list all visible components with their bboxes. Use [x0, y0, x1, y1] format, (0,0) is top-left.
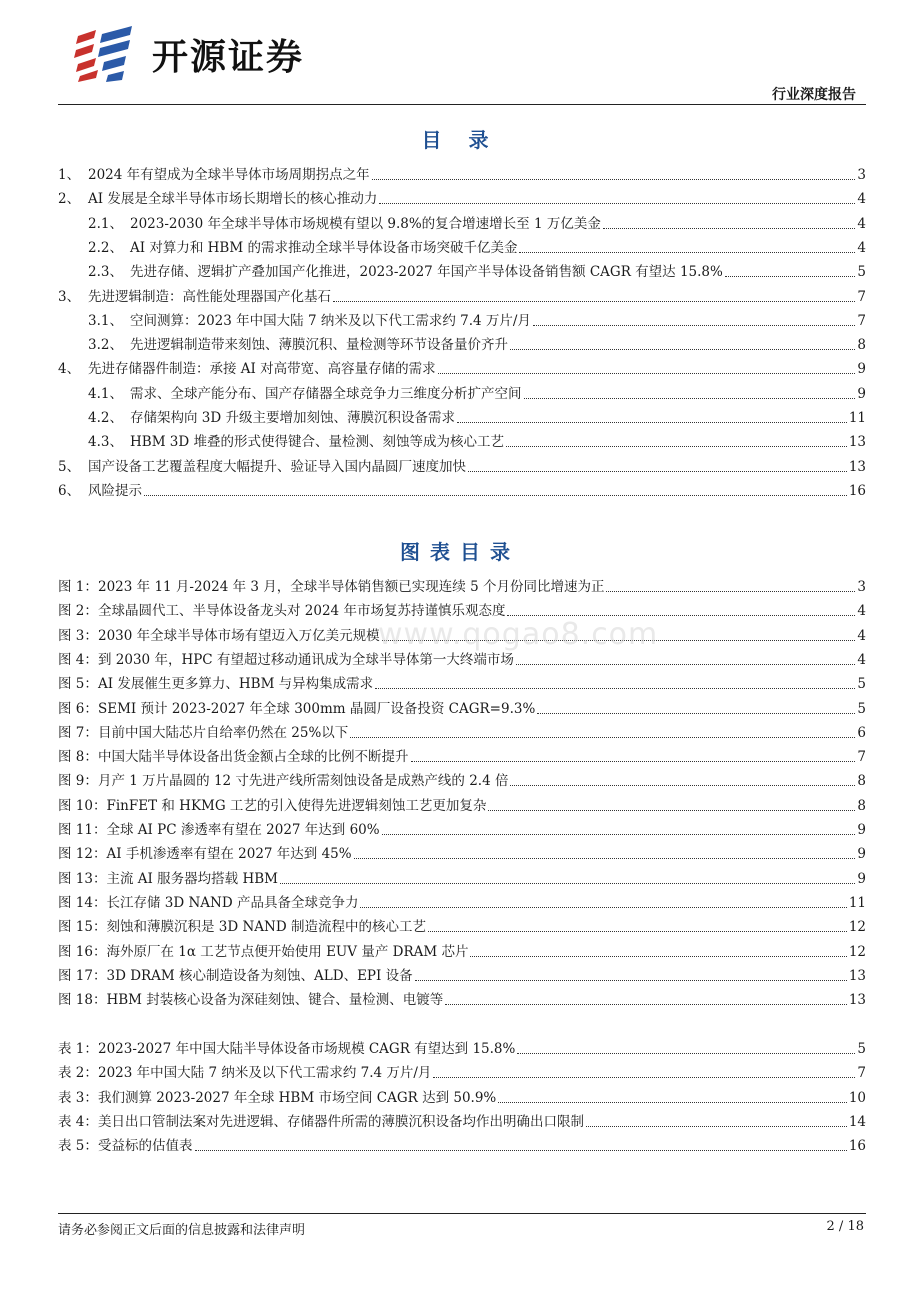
dot-leader [195, 1150, 847, 1151]
entry-title: 美日出口管制法案对先进逻辑、存储器件所需的薄膜沉积设备均作出明确出口限制 [98, 1113, 584, 1130]
dot-leader [144, 495, 847, 496]
entry-page-number: 6 [857, 724, 866, 741]
figure-entry[interactable] [58, 912, 866, 936]
entry-number: 3.2、 [88, 337, 123, 354]
entry-title: 2023 年中国大陆 7 纳米及以下代工需求约 7.4 万片/月 [98, 1065, 432, 1082]
figures-title: 图表目录 [400, 540, 520, 564]
entry-title: 国产设备工艺覆盖程度大幅提升、验证导入国内晶圆厂速度加快 [88, 458, 466, 475]
figure-entry[interactable] [58, 961, 866, 985]
entry-number: 表 3： [58, 1089, 98, 1106]
figure-entry[interactable] [58, 791, 866, 815]
entry-number: 图 10： [58, 797, 107, 814]
entry-page-number: 5 [857, 264, 866, 281]
entry-number: 图 5： [58, 676, 98, 693]
entry-number: 图 8： [58, 749, 98, 766]
page-header [0, 0, 920, 104]
entry-number: 1、 [58, 167, 81, 183]
dot-leader [411, 761, 856, 762]
dot-leader [510, 349, 855, 350]
entry-title: SEMI 预计 2023-2027 年全球 300mm 晶圆厂设备投资 CAGR=9.3% [98, 700, 536, 717]
entry-number: 4.1、 [88, 385, 123, 402]
figure-entry[interactable] [58, 766, 866, 790]
entry-page-number: 9 [857, 385, 866, 402]
figure-entry[interactable] [58, 888, 866, 912]
figure-entry[interactable] [58, 937, 866, 961]
toc-entry[interactable] [58, 452, 866, 476]
entry-title: 2024 年有望成为全球半导体市场周期拐点之年 [88, 167, 370, 183]
entry-page-number: 4 [857, 215, 866, 232]
dot-leader [519, 252, 855, 253]
entry-number: 表 1： [58, 1041, 98, 1057]
entry-page-number: 12 [848, 943, 866, 960]
entry-page-number: 3 [857, 579, 866, 595]
entry-number: 图 11： [58, 822, 107, 838]
toc-entry[interactable] [58, 379, 866, 403]
entry-title: 海外原厂在 1α 工艺节点便开始使用 EUV 量产 DRAM 芯片 [106, 943, 469, 960]
report-type-label: 行业深度报告 [772, 87, 856, 103]
dot-leader [524, 398, 856, 399]
entry-title: 主流 AI 服务器均搭载 HBM [106, 870, 278, 887]
entry-page-number: 13 [848, 967, 866, 984]
dot-leader [517, 1053, 855, 1054]
toc-entry[interactable] [58, 476, 866, 500]
dot-leader [360, 907, 846, 908]
entry-title: AI 对算力和 HBM 的需求推动全球半导体设备市场突破千亿美金 [130, 239, 518, 256]
dot-leader [382, 834, 856, 835]
entry-title: 全球 AI PC 渗透率有望在 2027 年达到 60% [106, 822, 380, 838]
toc-entry[interactable] [58, 184, 866, 208]
entry-page-number: 9 [857, 846, 866, 863]
entry-title: 到 2030 年，HPC 有望超过移动通讯成为全球半导体第一大终端市场 [98, 651, 514, 668]
entry-number: 表 5： [58, 1138, 98, 1155]
entry-page-number: 7 [857, 1065, 866, 1082]
table-entry[interactable] [58, 1034, 866, 1058]
entry-title: 2023-2030 年全球半导体市场规模有望以 9.8%的复合增速增长至 1 万亿美金 [130, 215, 601, 232]
entry-title: 先进存储器件制造：承接 AI 对高带宽、高容量存储的需求 [88, 361, 436, 378]
dot-leader [506, 446, 847, 447]
toc-entry[interactable] [58, 160, 866, 184]
figure-entry[interactable] [58, 839, 866, 863]
entry-page-number: 9 [857, 822, 866, 838]
entry-page-number: 9 [857, 870, 866, 887]
figure-entry[interactable] [58, 718, 866, 742]
figure-entry[interactable] [58, 669, 866, 693]
watermark: www.qogao8.com [378, 617, 659, 652]
figure-entry[interactable] [58, 572, 866, 596]
entry-title: 中国大陆半导体设备出货金额占全球的比例不断提升 [98, 749, 409, 766]
figure-entry[interactable] [58, 985, 866, 1009]
entry-title: AI 手机渗透率有望在 2027 年达到 45% [106, 846, 352, 863]
toc-title: 目 录 [421, 128, 499, 152]
dot-leader [498, 1102, 847, 1103]
figure-entry[interactable] [58, 864, 866, 888]
entry-title: AI 发展是全球半导体市场长期增长的核心推动力 [88, 191, 378, 208]
entry-title: 需求、全球产能分布、国产存储器全球竞争力三维度分析扩产空间 [130, 385, 522, 402]
toc-entry[interactable] [58, 306, 866, 330]
dot-leader [586, 1126, 847, 1127]
dot-leader [725, 276, 856, 277]
entry-page-number: 4 [857, 651, 866, 668]
entry-page-number: 5 [857, 700, 866, 717]
entry-title: AI 发展催生更多算力、HBM 与异构集成需求 [98, 676, 374, 693]
entry-page-number: 11 [848, 894, 866, 911]
entry-number: 图 13： [58, 870, 107, 887]
figure-entry[interactable] [58, 694, 866, 718]
entry-number: 2.1、 [88, 215, 123, 232]
dot-leader [457, 422, 847, 423]
entry-page-number: 13 [848, 458, 866, 475]
entry-page-number: 7 [857, 288, 866, 305]
dot-leader [603, 228, 856, 229]
entry-title: HBM 3D 堆叠的形式使得键合、量检测、刻蚀等成为核心工艺 [130, 434, 505, 451]
entry-number: 图 2： [58, 603, 98, 620]
entry-page-number: 11 [848, 410, 866, 426]
entry-page-number: 13 [848, 992, 866, 1009]
entry-number: 表 4： [58, 1113, 98, 1130]
entry-title: 目前中国大陆芯片自给率仍然在 25%以下 [98, 724, 349, 741]
logo-mark-icon [74, 26, 140, 82]
entry-number: 图 12： [58, 846, 107, 863]
entry-title: 先进逻辑制造带来刻蚀、薄膜沉积、量检测等环节设备量价齐升 [130, 337, 508, 354]
toc-entry[interactable] [58, 209, 866, 233]
entry-title: 存储架构向 3D 升级主要增加刻蚀、薄膜沉积设备需求 [130, 410, 455, 426]
entry-number: 图 17： [58, 967, 107, 984]
entry-title: 受益标的估值表 [98, 1138, 193, 1155]
entry-number: 图 7： [58, 724, 98, 741]
entry-page-number: 7 [857, 312, 866, 329]
entry-page-number: 5 [857, 676, 866, 693]
entry-number: 图 4： [58, 651, 98, 668]
toc-entry[interactable] [58, 354, 866, 378]
entry-page-number: 14 [848, 1113, 866, 1130]
entry-number: 3、 [58, 288, 81, 305]
entry-title: FinFET 和 HKMG 工艺的引入使得先进逻辑刻蚀工艺更加复杂 [106, 797, 487, 814]
entry-number: 4.3、 [88, 434, 123, 451]
dot-leader [533, 325, 855, 326]
dot-leader [379, 203, 855, 204]
footer-page-number: 2 / 18 [826, 1219, 864, 1234]
entry-title: 先进逻辑制造：高性能处理器国产化基石 [88, 288, 331, 305]
entry-title: 先进存储、逻辑扩产叠加国产化推进，2023-2027 年国产半导体设备销售额 CAGR 有望达 15.8% [130, 264, 723, 281]
table-entry[interactable] [58, 1083, 866, 1107]
table-entry[interactable] [58, 1131, 866, 1155]
dot-leader [415, 980, 847, 981]
header-divider [58, 104, 866, 105]
toc-entry[interactable] [58, 330, 866, 354]
entry-page-number: 9 [857, 361, 866, 378]
table-entry[interactable] [58, 1107, 866, 1131]
entry-number: 图 1： [58, 579, 98, 595]
entry-number: 图 16： [58, 943, 107, 960]
dot-leader [433, 1077, 855, 1078]
dot-leader [516, 664, 855, 665]
entry-page-number: 5 [857, 1041, 866, 1057]
dot-leader [354, 858, 856, 859]
company-logo [74, 26, 304, 82]
entry-page-number: 3 [857, 167, 866, 183]
toc-entry[interactable] [58, 233, 866, 257]
entry-number: 5、 [58, 458, 81, 475]
entry-number: 图 18： [58, 992, 107, 1009]
entry-page-number: 4 [857, 627, 866, 644]
entry-title: 长江存储 3D NAND 产品具备全球竞争力 [106, 894, 359, 911]
dot-leader [488, 810, 855, 811]
entry-number: 2.3、 [88, 264, 123, 281]
entry-number: 2、 [58, 191, 81, 208]
entry-page-number: 12 [848, 919, 866, 936]
entry-title: 3D DRAM 核心制造设备为刻蚀、ALD、EPI 设备 [106, 967, 413, 984]
dot-leader [428, 931, 847, 932]
entry-number: 表 2： [58, 1065, 98, 1082]
dot-leader [372, 179, 856, 180]
entry-title: 我们测算 2023-2027 年全球 HBM 市场空间 CAGR 达到 50.9% [98, 1089, 497, 1106]
table-entry[interactable] [58, 1058, 866, 1082]
entry-number: 6、 [58, 482, 81, 499]
entry-page-number: 16 [848, 482, 866, 499]
entry-page-number: 4 [857, 191, 866, 208]
entry-page-number: 13 [848, 434, 866, 451]
dot-leader [445, 1004, 847, 1005]
figure-entry[interactable] [58, 815, 866, 839]
dot-leader [350, 737, 855, 738]
footer-divider [58, 1213, 866, 1214]
entry-number: 图 3： [58, 627, 98, 644]
toc-entry[interactable] [58, 427, 866, 451]
entry-title: 月产 1 万片晶圆的 12 寸先进产线所需刻蚀设备是成熟产线的 2.4 倍 [98, 773, 509, 790]
dot-leader [280, 883, 855, 884]
entry-title: 2023-2027 年中国大陆半导体设备市场规模 CAGR 有望达到 15.8% [98, 1041, 516, 1057]
entry-page-number: 8 [857, 773, 866, 790]
dot-leader [537, 713, 855, 714]
entry-page-number: 7 [857, 749, 866, 766]
entry-page-number: 4 [857, 603, 866, 620]
entry-page-number: 8 [857, 337, 866, 354]
entry-number: 图 6： [58, 700, 98, 717]
entry-title: HBM 封装核心设备为深硅刻蚀、键合、量检测、电镀等 [106, 992, 444, 1009]
toc-entry[interactable] [58, 282, 866, 306]
entry-title: 风险提示 [88, 482, 142, 499]
entry-title: 2030 年全球半导体市场有望迈入万亿美元规模 [98, 627, 380, 644]
dot-leader [438, 373, 856, 374]
figure-entry[interactable] [58, 742, 866, 766]
dot-leader [468, 471, 847, 472]
dot-leader [333, 301, 855, 302]
entry-number: 2.2、 [88, 239, 123, 256]
entry-number: 图 9： [58, 773, 98, 790]
entry-page-number: 16 [848, 1138, 866, 1155]
dot-leader [510, 785, 855, 786]
footer-disclaimer: 请务必参阅正文后面的信息披露和法律声明 [58, 1223, 306, 1238]
entry-title: 刻蚀和薄膜沉积是 3D NAND 制造流程中的核心工艺 [106, 919, 426, 936]
entry-number: 4.2、 [88, 410, 123, 426]
dot-leader [470, 956, 846, 957]
dot-leader [606, 591, 855, 592]
entry-number: 3.1、 [88, 312, 123, 329]
entry-number: 图 14： [58, 894, 107, 911]
entry-number: 4、 [58, 361, 81, 378]
entry-page-number: 10 [848, 1089, 866, 1106]
toc-entry[interactable] [58, 257, 866, 281]
dot-leader [375, 688, 855, 689]
entry-page-number: 4 [857, 239, 866, 256]
toc-entry[interactable] [58, 403, 866, 427]
entry-page-number: 8 [857, 797, 866, 814]
entry-title: 2023 年 11 月-2024 年 3 月，全球半导体销售额已实现连续 5 个月份同比增速为正 [98, 579, 605, 595]
entry-title: 空间测算：2023 年中国大陆 7 纳米及以下代工需求约 7.4 万片/月 [130, 312, 531, 329]
company-name: 开源证券 [152, 36, 305, 78]
entry-title: 全球晶圆代工、半导体设备龙头对 2024 年市场复苏持谨慎乐观态度 [98, 603, 506, 620]
entry-number: 图 15： [58, 919, 107, 936]
